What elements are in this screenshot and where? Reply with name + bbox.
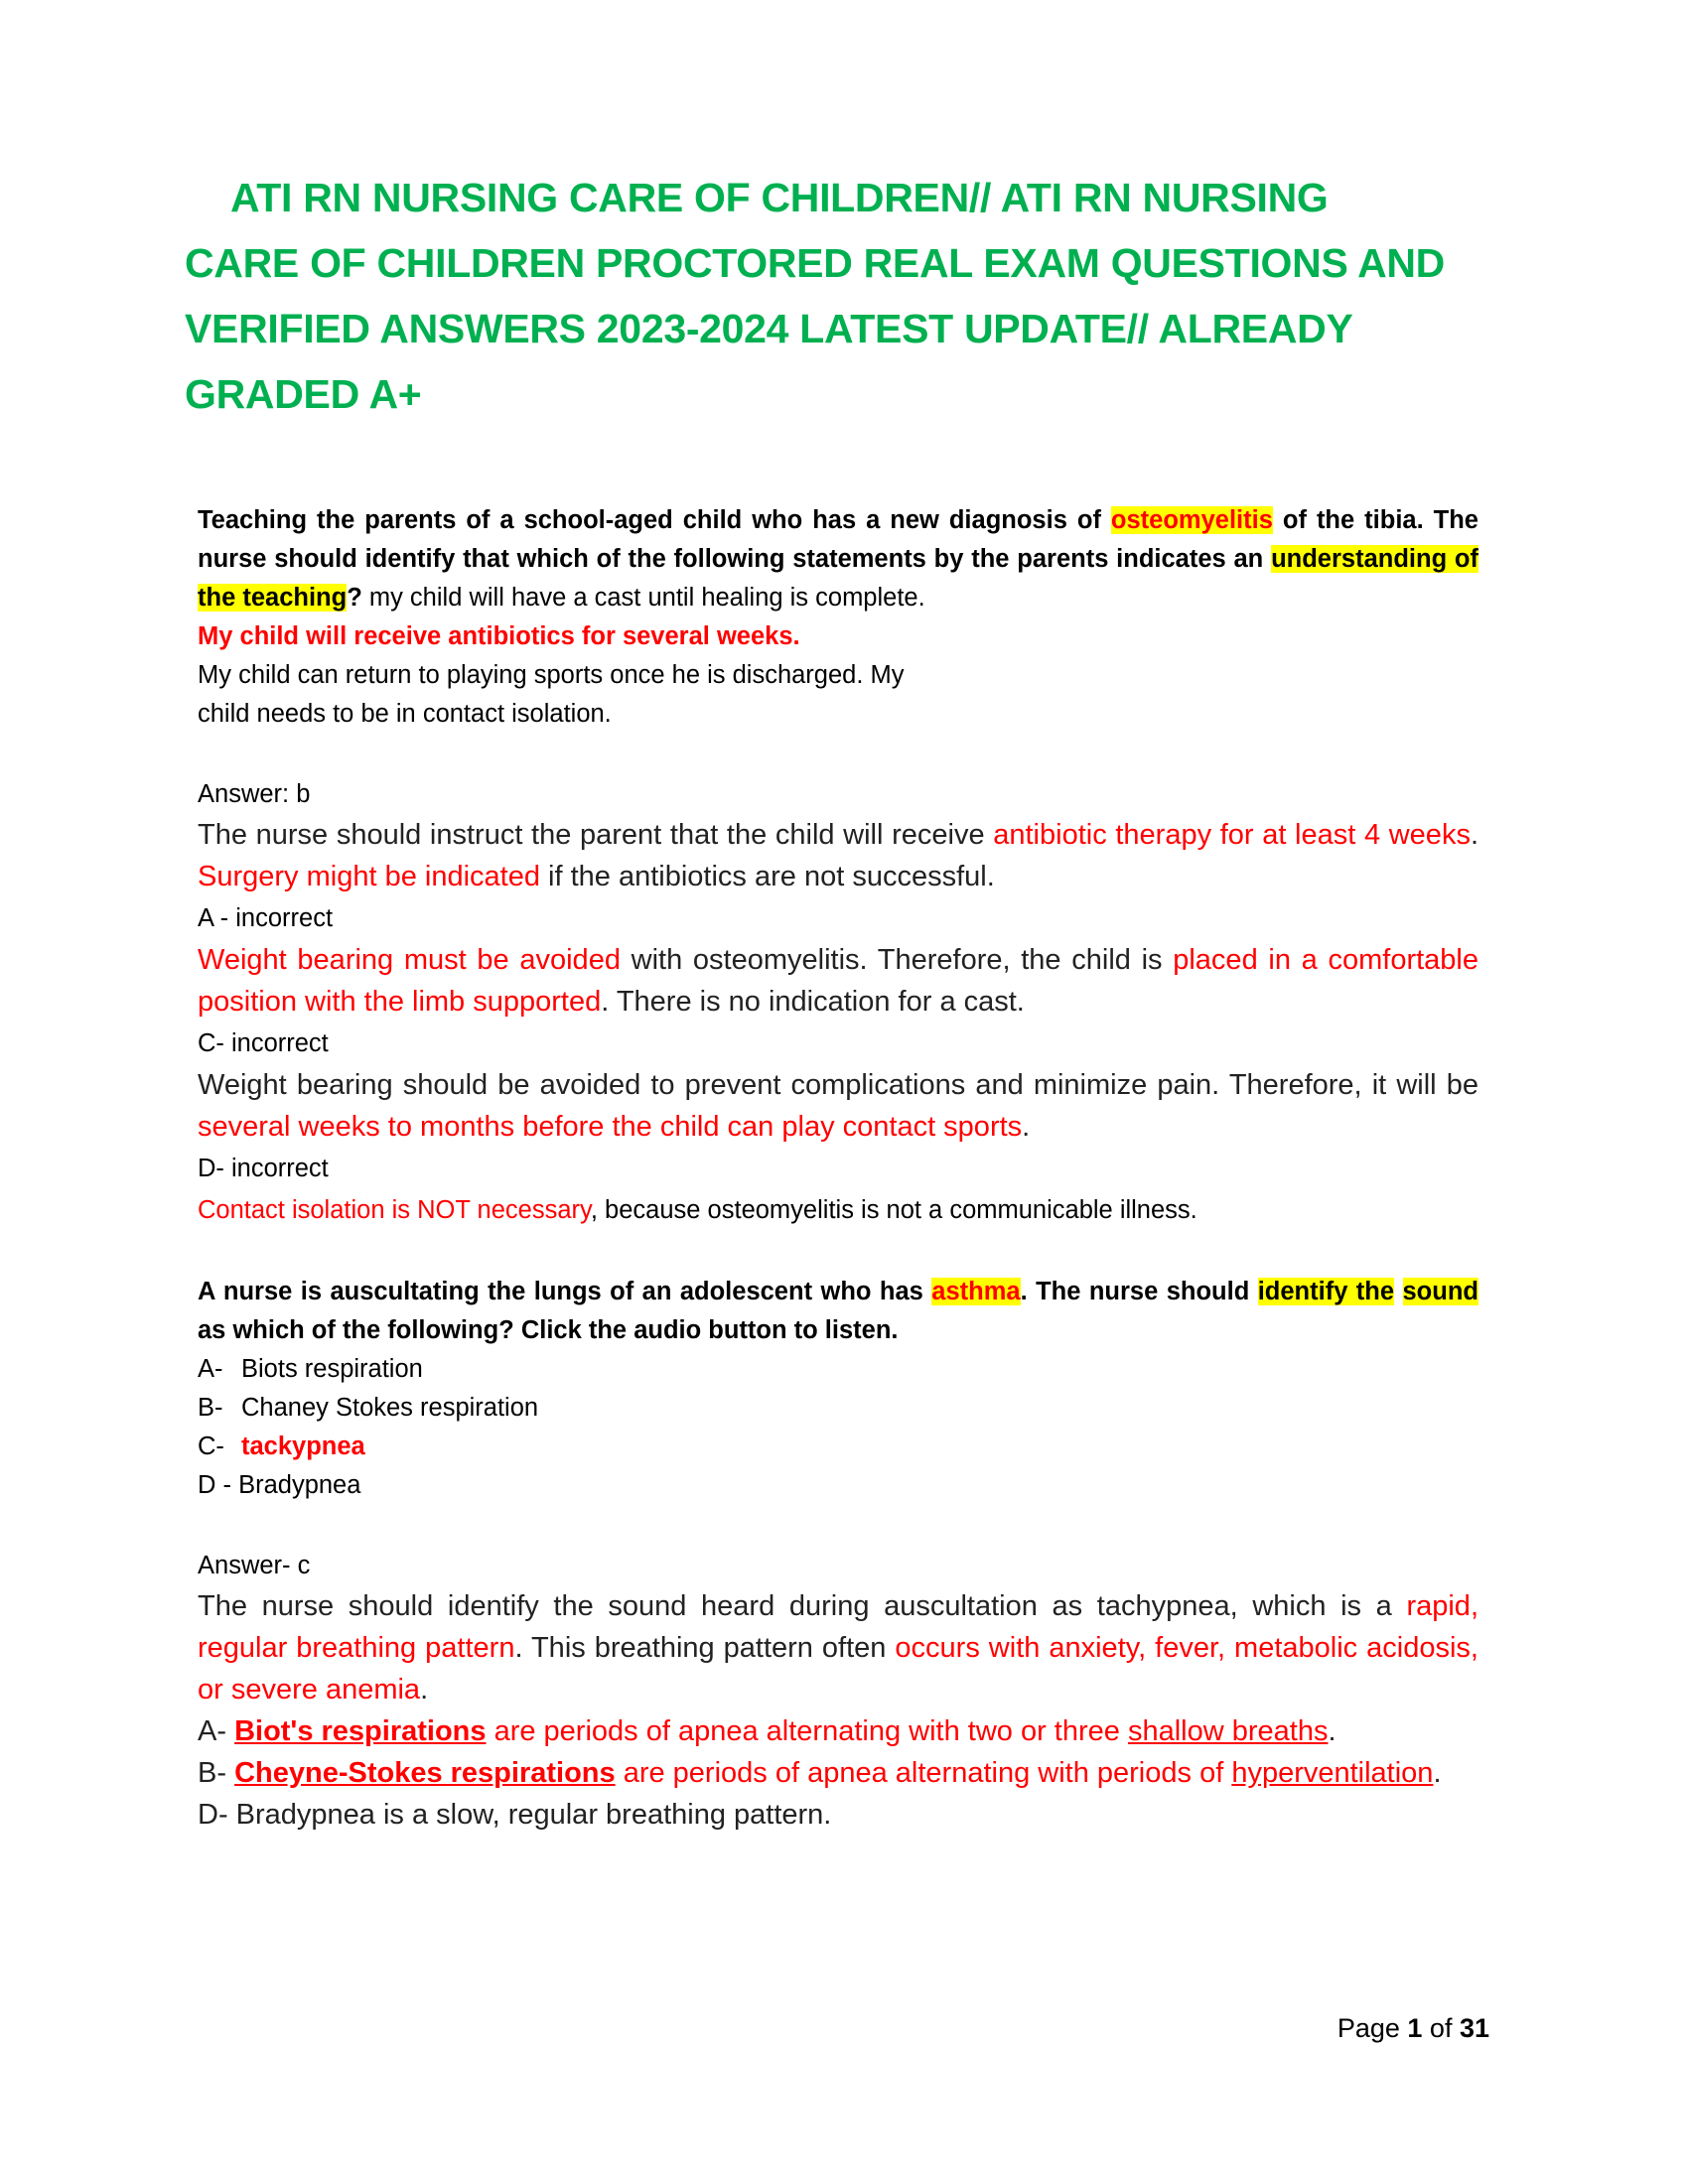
option-text: Chaney Stokes respiration bbox=[241, 1394, 539, 1422]
option-d-rationale bbox=[198, 1189, 1478, 1231]
term-cheyne-stokes: Cheyne-Stokes respirations bbox=[234, 1757, 616, 1789]
highlight-osteomyelitis: osteomyelitis bbox=[1110, 506, 1273, 534]
stem-text: A nurse is auscultating the lungs of an adolescent who has bbox=[198, 1278, 932, 1305]
option-b-correct: My child will receive antibiotics for several weeks. bbox=[198, 622, 800, 650]
question-2 bbox=[198, 1273, 1478, 1836]
page-number bbox=[1337, 2013, 1489, 2044]
stem-text: of the tibia. The nurse should identify that which of the following statements by the parents indicates an bbox=[198, 506, 1478, 573]
option-a-rationale bbox=[198, 1710, 1478, 1752]
rationale-highlight: Surgery might be indicated bbox=[198, 861, 540, 892]
rationale-text: if the antibiotics are not successful. bbox=[539, 861, 995, 892]
rationale-text: Weight bearing should be avoided to prevent complications and minimize pain. Therefore, it will be bbox=[198, 1069, 1478, 1101]
stem-text: . The nurse should bbox=[1020, 1278, 1258, 1305]
term-shallow-breaths: shallow breaths bbox=[1127, 1715, 1329, 1747]
rationale-highlight: Weight bearing must be avoided bbox=[198, 944, 621, 976]
rationale-highlight: antibiotic therapy for at least 4 weeks bbox=[993, 819, 1471, 851]
rationale-highlight: are periods of apnea alternating with periods of bbox=[615, 1757, 1232, 1789]
rationale-highlight: rapid, regular breathing pattern bbox=[198, 1590, 1478, 1664]
term-biots: Biot's respirations bbox=[234, 1715, 487, 1747]
question-1-stem bbox=[198, 501, 1478, 617]
option-b bbox=[198, 1389, 1478, 1428]
highlight-identify: identify the bbox=[1257, 1278, 1395, 1305]
stem-text: as which of the following? Click the audio button to listen. bbox=[198, 1316, 899, 1344]
rationale-highlight: Contact isolation is NOT necessary bbox=[198, 1196, 591, 1224]
highlight-understanding: understanding of the teaching bbox=[198, 545, 1479, 612]
rationale-text: . This breathing pattern often bbox=[514, 1632, 896, 1664]
option-c-correct bbox=[198, 1428, 1478, 1466]
document-body bbox=[198, 501, 1478, 1836]
title-line-2: CARE OF CHILDREN PROCTORED REAL EXAM QUESTIONS AND bbox=[185, 240, 1445, 286]
option-label: C- bbox=[198, 1433, 224, 1460]
option-c-rationale bbox=[198, 1064, 1478, 1148]
rationale-text: with osteomyelitis. Therefore, the child is bbox=[620, 944, 1174, 976]
rationale-text: . bbox=[1470, 819, 1478, 851]
rationale-text: . bbox=[1328, 1715, 1336, 1747]
rationale-text: The nurse should identify the sound heard during auscultation as tachypnea, which is a bbox=[198, 1590, 1407, 1622]
rationale-text: . There is no indication for a cast. bbox=[601, 986, 1025, 1018]
rationale-highlight: several weeks to months before the child can play contact sports bbox=[198, 1111, 1023, 1143]
option-text: tackypnea bbox=[241, 1433, 365, 1460]
option-d-rationale: D- Bradypnea is a slow, regular breathing pattern. bbox=[198, 1799, 832, 1831]
rationale-text: . bbox=[1433, 1757, 1442, 1789]
document-title bbox=[185, 165, 1505, 427]
rationale-highlight: occurs with anxiety, fever, metabolic acidosis, or severe anemia bbox=[198, 1632, 1478, 1706]
stem-text: Teaching the parents of a school-aged child who has a new diagnosis of bbox=[198, 506, 1111, 534]
option-a-label: A - incorrect bbox=[198, 904, 334, 932]
rationale-highlight: placed in a comfortable position with the limb supported bbox=[198, 944, 1478, 1018]
highlight-asthma: asthma bbox=[931, 1278, 1021, 1305]
rationale bbox=[198, 814, 1478, 897]
option-d: child needs to be in contact isolation. bbox=[198, 700, 612, 728]
title-line-3: VERIFIED ANSWERS 2023-2024 LATEST UPDATE// ALREADY bbox=[185, 306, 1353, 351]
term-hyperventilation: hyperventilation bbox=[1231, 1757, 1434, 1789]
option-a-rationale bbox=[198, 939, 1478, 1023]
title-line-1: ATI RN NURSING CARE OF CHILDREN// ATI RN NURSING bbox=[230, 175, 1329, 220]
option-c: My child can return to playing sports once he is discharged. My bbox=[198, 661, 905, 689]
option-a: my child will have a cast until healing is complete. bbox=[361, 584, 925, 612]
answer-label: Answer- c bbox=[198, 1552, 311, 1579]
highlight-sound: sound bbox=[1402, 1278, 1478, 1305]
answer-label: Answer: b bbox=[198, 780, 311, 808]
rationale-highlight: are periods of apnea alternating with two or three bbox=[486, 1715, 1128, 1747]
option-label: A- bbox=[198, 1355, 223, 1383]
total-pages: 31 bbox=[1459, 2013, 1489, 2043]
rationale-text: , because osteomyelitis is not a communicable illness. bbox=[590, 1196, 1197, 1224]
question-1 bbox=[198, 501, 1478, 1231]
option-a bbox=[198, 1350, 1478, 1389]
option-b-rationale bbox=[198, 1752, 1478, 1794]
rationale-text: B- bbox=[198, 1757, 235, 1789]
rationale-text: . bbox=[420, 1674, 429, 1706]
rationale-text: . bbox=[1022, 1111, 1031, 1143]
question-2-stem bbox=[198, 1273, 1478, 1350]
rationale-text: A- bbox=[198, 1715, 235, 1747]
option-c-label: C- incorrect bbox=[198, 1029, 329, 1057]
option-text: Biots respiration bbox=[241, 1355, 423, 1383]
stem-text bbox=[1394, 1278, 1402, 1305]
rationale bbox=[198, 1585, 1478, 1710]
option-label: B- bbox=[198, 1394, 223, 1422]
of-word: of bbox=[1422, 2013, 1460, 2043]
stem-text: ? bbox=[347, 584, 362, 612]
page-word: Page bbox=[1336, 2013, 1408, 2043]
current-page: 1 bbox=[1407, 2013, 1423, 2043]
rationale-text: The nurse should instruct the parent that the child will receive bbox=[198, 819, 994, 851]
title-line-4: GRADED A+ bbox=[185, 371, 422, 417]
option-d-label: D- incorrect bbox=[198, 1155, 329, 1182]
option-d: D - Bradypnea bbox=[198, 1471, 361, 1499]
